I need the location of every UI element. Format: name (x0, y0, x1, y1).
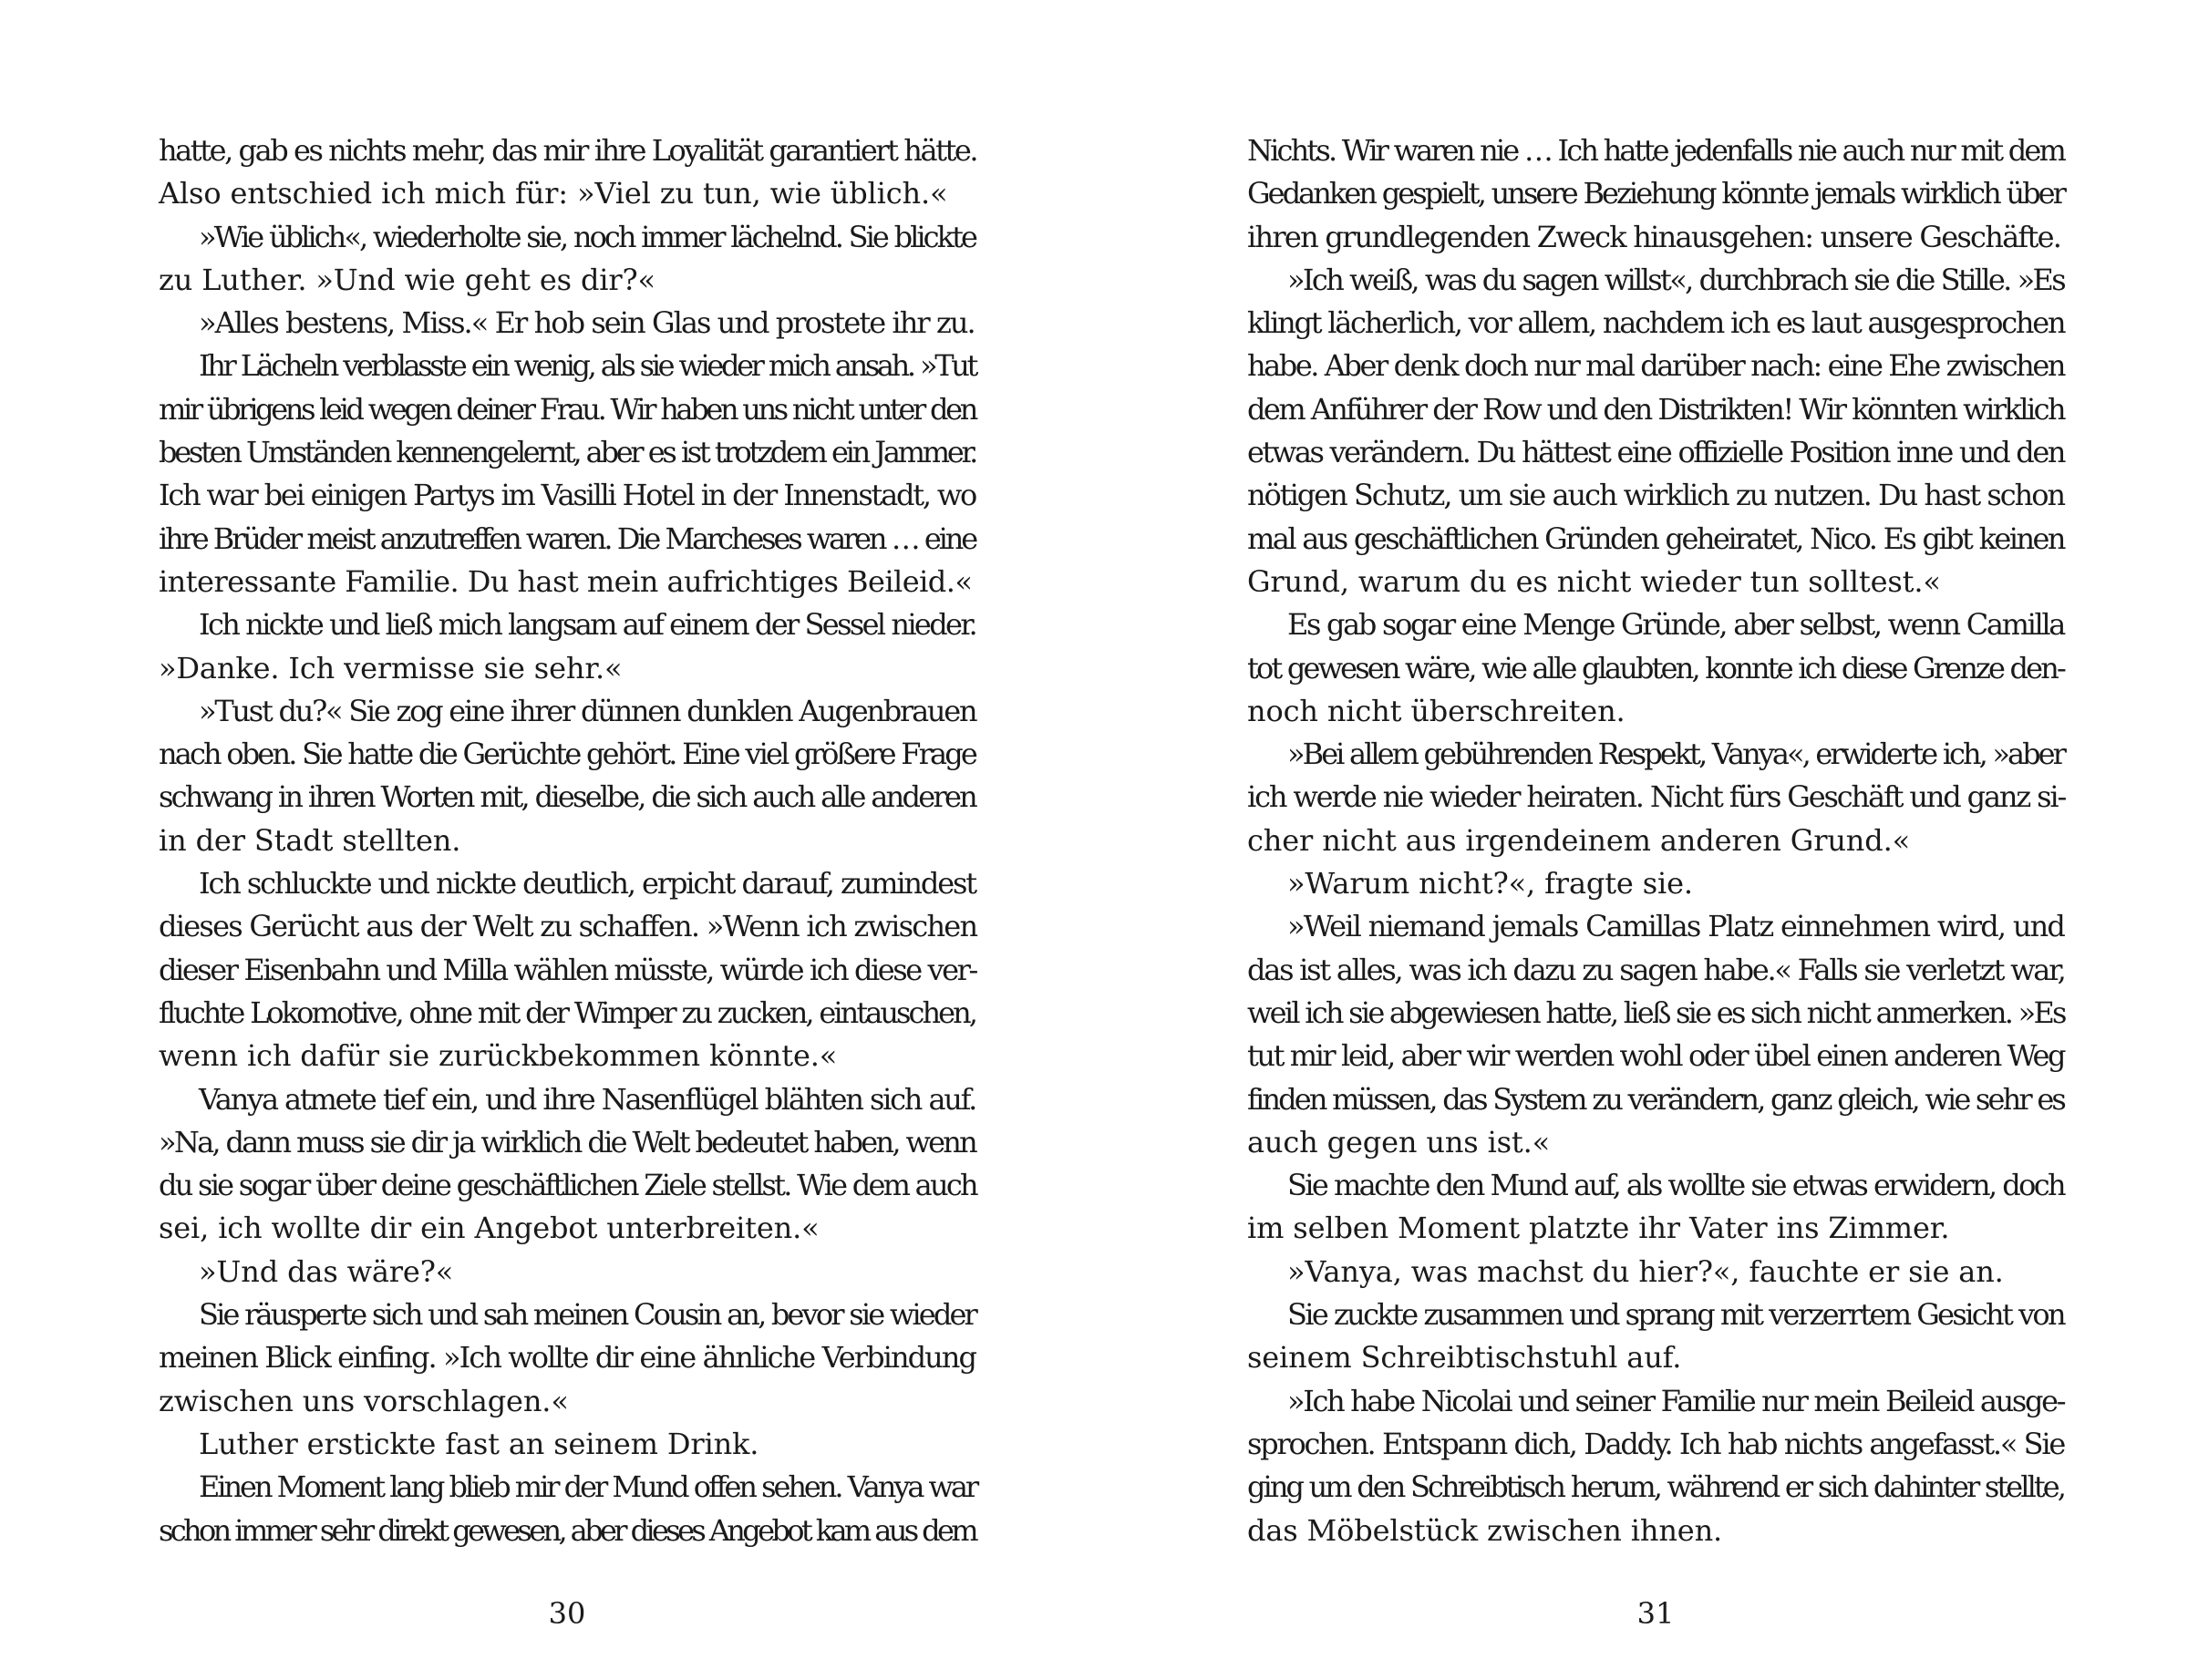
right-page-number: 31 (1636, 1596, 1675, 1631)
text-line: im selben Moment platzte ihr Vater ins Zimmer. (1247, 1211, 1950, 1246)
text-line: Vanya atmete tief ein, und ihre Nasenflügel blähten sich auf. (199, 1081, 975, 1117)
text-line: Grund, warum du es nicht wieder tun solltest.« (1247, 563, 1941, 599)
text-line: wenn ich dafür sie zurückbekommen könnte.« (159, 1038, 838, 1074)
text-line: dieses Gerücht aus der Welt zu schaffen. »Wenn ich zwischen (159, 909, 977, 944)
text-line: »Ich weiß, was du sagen willst«, durchbrach sie die Stille. »Es (1287, 262, 2064, 297)
text-line: Gedanken gespielt, unsere Beziehung könnte jemals wirklich über (1247, 176, 2064, 211)
left-page-body (159, 129, 975, 1552)
text-line: Ich nickte und ließ mich langsam auf einem der Sessel nieder. (199, 607, 975, 643)
left-page (159, 129, 977, 1631)
text-line: »Warum nicht?«, fragte sie. (1287, 866, 1693, 902)
text-line: in der Stadt stellten. (159, 822, 461, 858)
text-line: »Bei allem gebührenden Respekt, Vanya«, erwiderte ich, »aber (1287, 737, 2064, 772)
text-line: zu Luther. »Und wie geht es dir?« (159, 262, 655, 297)
text-line: dem Anführer der Row und den Distrikten! Wir könnten wirklich (1247, 391, 2065, 427)
text-line: seinem Schreibtischstuhl auf. (1247, 1340, 1682, 1376)
text-line: das ist alles, was ich dazu zu sagen habe.« Falls sie verletzt war, (1247, 952, 2065, 987)
text-line: hatte, gab es nichts mehr, das mir ihre Loyalität garantiert hätte. (159, 133, 977, 168)
text-line: besten Umständen kennengelernt, aber es ist trotzdem ein Jammer. (159, 435, 975, 470)
text-line: nach oben. Sie hatte die Gerüchte gehört. Eine viel größere Frage (159, 737, 975, 772)
text-line: ihre Brüder meist anzutreffen waren. Die Marcheses waren … eine (159, 520, 975, 556)
text-line: Es gab sogar eine Menge Gründe, aber selbst, wenn Camilla (1287, 607, 2064, 643)
text-line: Einen Moment lang blieb mir der Mund offen sehen. Vanya war (199, 1469, 977, 1505)
text-line: »Ich habe Nicolai und seiner Familie nur mein Beileid ausge- (1287, 1383, 2065, 1418)
text-line: tut mir leid, aber wir werden wohl oder übel einen anderen Weg (1247, 1038, 2064, 1074)
text-line: ich werde nie wieder heiraten. Nicht fürs Geschäft und ganz si- (1247, 779, 2066, 815)
text-line: mal aus geschäftlichen Gründen geheiratet, Nico. Es gibt keinen (1247, 520, 2064, 556)
text-line: Ihr Lächeln verblasste ein wenig, als sie wieder mich ansah. »Tut (199, 348, 975, 384)
text-line: Sie räusperte sich und sah meinen Cousin an, bevor sie wieder (199, 1297, 975, 1333)
right-page-body (1247, 129, 2064, 1552)
text-line: Nichts. Wir waren nie … Ich hatte jedenfalls nie auch nur mit dem (1247, 133, 2064, 168)
text-line: »Weil niemand jemals Camillas Platz einnehmen wird, und (1287, 909, 2064, 944)
text-line: fluchte Lokomotive, ohne mit der Wimper zu zucken, eintauschen, (159, 995, 975, 1030)
text-line: cher nicht aus irgendeinem anderen Grund.« (1247, 822, 1911, 858)
text-line: finden müssen, das System zu verändern, ganz gleich, wie sehr es (1247, 1081, 2064, 1117)
text-line: meinen Blick einfing. »Ich wollte dir eine ähnliche Verbindung (159, 1340, 975, 1376)
text-line: du sie sogar über deine geschäftlichen Ziele stellst. Wie dem auch (159, 1168, 976, 1203)
text-line: Luther erstickte fast an seinem Drink. (199, 1426, 759, 1461)
text-line: ihren grundlegenden Zweck hinausgehen: unsere Geschäfte. (1247, 219, 2061, 254)
text-line: auch gegen uns ist.« (1247, 1124, 1551, 1160)
text-line: Ich schluckte und nickte deutlich, erpicht darauf, zumindest (199, 866, 975, 902)
text-line: etwas verändern. Du hättest eine offizielle Position inne und den (1247, 435, 2064, 470)
text-line: »Und das wäre?« (199, 1253, 454, 1289)
right-page (1247, 129, 2066, 1631)
text-line: Ich war bei einigen Partys im Vasilli Hotel in der Innenstadt, wo (159, 478, 975, 513)
text-line: sei, ich wollte dir ein Angebot unterbreiten.« (159, 1211, 820, 1246)
text-line: »Danke. Ich vermisse sie sehr.« (159, 650, 623, 685)
text-line: »Alles bestens, Miss.« Er hob sein Glas und prostete ihr zu. (199, 305, 975, 341)
text-line: »Vanya, was machst du hier?«, fauchte er sie an. (1287, 1253, 2004, 1289)
text-line: »Na, dann muss sie dir ja wirklich die Welt bedeutet haben, wenn (159, 1124, 975, 1160)
left-page-number: 30 (548, 1596, 586, 1631)
text-line: tot gewesen wäre, wie alle glaubten, konnte ich diese Grenze den- (1247, 650, 2064, 685)
text-line: noch nicht überschreiten. (1247, 693, 1626, 728)
text-line: klingt lächerlich, vor allem, nachdem ich es laut ausgesprochen (1247, 305, 2065, 341)
text-line: dieser Eisenbahn und Milla wählen müsste, würde ich diese ver- (159, 952, 976, 987)
text-line: »Tust du?« Sie zog eine ihrer dünnen dunklen Augenbrauen (199, 693, 976, 728)
text-line: »Wie üblich«, wiederholte sie, noch immer lächelnd. Sie blickte (199, 219, 975, 254)
text-line: weil ich sie abgewiesen hatte, ließ sie es sich nicht anmerken. »Es (1247, 995, 2065, 1030)
text-line: sprochen. Entspann dich, Daddy. Ich hab nichts angefasst.« Sie (1247, 1426, 2064, 1461)
text-line: schwang in ihren Worten mit, dieselbe, die sich auch alle anderen (159, 779, 975, 815)
text-line: ging um den Schreibtisch herum, während er sich dahinter stellte, (1247, 1469, 2064, 1505)
text-line: Also entschied ich mich für: »Viel zu tun, wie üblich.« (159, 176, 948, 211)
text-line: habe. Aber denk doch nur mal darüber nach: eine Ehe zwischen (1247, 348, 2064, 384)
text-line: das Möbelstück zwischen ihnen. (1247, 1512, 1723, 1548)
text-line: Sie machte den Mund auf, als wollte sie etwas erwidern, doch (1287, 1168, 2064, 1203)
text-line: nötigen Schutz, um sie auch wirklich zu nutzen. Du hast schon (1247, 478, 2064, 513)
text-line: Sie zuckte zusammen und sprang mit verzerrtem Gesicht von (1287, 1297, 2064, 1333)
text-line: zwischen uns vorschlagen.« (159, 1383, 569, 1418)
text-line: schon immer sehr direkt gewesen, aber dieses Angebot kam aus dem (159, 1512, 975, 1548)
text-line: mir übrigens leid wegen deiner Frau. Wir haben uns nicht unter den (159, 391, 975, 427)
text-line: interessante Familie. Du hast mein aufrichtiges Beileid.« (159, 563, 973, 599)
